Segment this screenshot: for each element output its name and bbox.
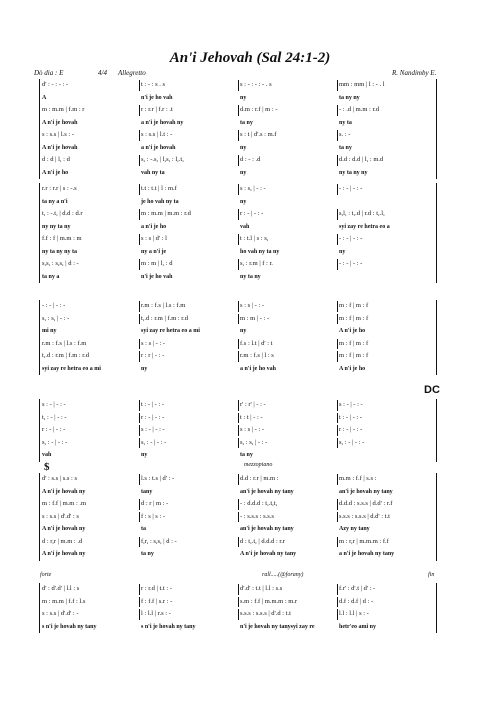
note-cell: m : f | m : f (339, 314, 369, 322)
measure-bar (139, 584, 140, 595)
note-cell: r : r.d | t.t : - (141, 585, 172, 592)
lyric-cell: A n'i je ho (339, 365, 366, 372)
note-cell: f.f : f | m.m : m (42, 235, 82, 242)
measure-bar (238, 609, 239, 620)
note-cell: s, : s, | - : - (42, 314, 70, 322)
note-cell: d' : d'.d' | l.l : s (42, 585, 80, 592)
note-cell: s : - | - : - (339, 401, 363, 408)
system-right-bar (436, 183, 437, 283)
note-cell: s, : - | - : - (141, 438, 167, 446)
lyric-cell: n'i je ho vah (141, 94, 173, 101)
measure-bar (139, 351, 140, 362)
note-cell: f : s | s : - (141, 512, 166, 520)
lyric-cell: n'i je ho vah (141, 273, 173, 280)
note-cell: m : m | l, : d (141, 260, 173, 267)
note-cell: s : s | d' : l (141, 235, 167, 242)
note-cell: s, : - | - : - (42, 438, 68, 446)
measure-bar (139, 184, 140, 195)
lyric-cell: a n'i je ho vah (240, 365, 277, 372)
note-cell: r' : r' | - : - (240, 401, 266, 408)
lyric-cell: hetr'eo ami ny (339, 623, 376, 630)
song-title: An'i Jehovah (Sal 24:1-2) (169, 50, 331, 66)
lyric-row (40, 92, 436, 104)
measure-bar (337, 105, 338, 116)
lyric-cell: ny ny ta ny (42, 223, 71, 230)
lyric-row (40, 486, 436, 498)
note-cell: r : - | - : - (339, 426, 363, 433)
note-cell: d'.d' : t.t | l.l : s.s (240, 585, 283, 592)
note-cell: d.m : r.f | m : - (240, 106, 278, 113)
note-cell: t : - : s . s (141, 81, 166, 88)
system-right-bar (436, 300, 437, 375)
lyric-cell: vah (42, 452, 52, 458)
note-cell: t.t : t.t | l : m.f (141, 185, 177, 192)
lyric-cell: vah (240, 223, 250, 230)
measure-bar (139, 314, 140, 325)
measure-bar (337, 314, 338, 325)
note-cell: d : t,.t, | d.d.d : r.r (240, 537, 285, 545)
measure-bar (139, 474, 140, 485)
lyric-cell: A n'i je hovah ny (42, 526, 86, 532)
lyric-cell: a n'i je ho (141, 223, 167, 230)
note-cell: s : - : - : - . s (240, 81, 272, 88)
note-cell: - : - | - : - (339, 235, 363, 242)
measure-bar (238, 438, 239, 449)
measure-bar (139, 537, 140, 548)
lyric-cell: A (42, 94, 47, 101)
note-cell: l : l.l | r.s : - (141, 610, 171, 617)
measure-bar (139, 597, 140, 608)
measure-bar (337, 155, 338, 166)
note-cell: f : f.f | s.r : - (141, 597, 173, 605)
lyric-cell: ta (141, 526, 146, 532)
lyric-cell: ta ny (339, 144, 352, 151)
lyric-row (40, 548, 436, 560)
measure-bar (337, 339, 338, 350)
lyric-cell: ny ta (339, 119, 352, 126)
note-cell: - : s.s.s : s.s.s (240, 512, 274, 520)
note-cell: d : r | m : - (141, 500, 169, 507)
note-cell: r : r.r | f.r : .t (141, 106, 173, 113)
measure-bar (139, 609, 140, 620)
note-cell: t : t | - : - (240, 413, 263, 421)
measure-bar (139, 105, 140, 116)
note-cell: t,.d : r.m | f.m : r.d (141, 314, 188, 322)
lyric-cell: ny a n'i je (141, 248, 167, 255)
note-cell: t : - | - : - (141, 401, 164, 408)
lyric-cell: an'i je hovah ny tany (339, 488, 393, 495)
measure-bar (337, 351, 338, 362)
note-cell: d : - : .d (240, 156, 261, 163)
measure-bar (139, 234, 140, 245)
composer: R. Nandimby E. (392, 69, 437, 77)
measure-bar (337, 499, 338, 510)
note-cell: s : s | - : - (240, 302, 265, 309)
measure-bar (337, 209, 338, 220)
lyric-cell: ta ny ny (339, 94, 360, 101)
measure-bar (139, 339, 140, 350)
note-cell: s : s.s | d'.d' : - (42, 610, 79, 617)
key-signature: Dò dia : E (34, 69, 64, 77)
note-cell: m : f | m : f (339, 352, 369, 359)
note-cell: l.l : l.l | s : - (339, 610, 369, 617)
measure-bar (337, 537, 338, 548)
measure-bar (337, 609, 338, 620)
dc-mark: DC (424, 384, 440, 396)
note-cell: d.d : d.d | l, : m.d (339, 156, 384, 163)
measure-bar (139, 301, 140, 312)
lyric-cell: syi zay re hetra eo a mi (141, 328, 200, 334)
measure-bar (337, 234, 338, 245)
note-cell: d.f : d.f | d : - (339, 597, 374, 605)
note-cell: s.m : f.f | m.m.m : m.r (240, 597, 298, 605)
lyric-cell: vah ny ta (141, 169, 165, 176)
measure-bar (238, 259, 239, 270)
note-cell: t, : -.t, | d.d : d.r (42, 210, 83, 217)
note-cell: m : f | m : f (339, 339, 369, 347)
segno-mark: $ (44, 461, 50, 473)
lyric-cell: tany (141, 488, 153, 495)
lyric-row (40, 621, 436, 633)
note-cell: - : d.d.d : t,.t,t, (240, 500, 278, 507)
lyric-cell: A n'i je ho (42, 169, 69, 176)
measure-bar (139, 130, 140, 141)
note-cell: r : - | - : - (141, 413, 165, 421)
note-cell: d' : s.s | s.s : s (42, 475, 77, 482)
note-cell: s. : - (339, 131, 351, 138)
lyric-row (40, 271, 436, 283)
system-right-bar (436, 583, 437, 633)
measure-bar (238, 155, 239, 166)
measure-bar (337, 584, 338, 595)
lyric-cell: ny ta ny ny ta (42, 248, 78, 255)
lyric-cell: A n'i je hovah ny (42, 488, 86, 495)
note-cell: s, : - | - : - (339, 438, 365, 446)
note-cell: s : s.s | d'.d' : s (42, 512, 79, 520)
system-right-bar (436, 79, 437, 179)
note-cell: m : m.m | f.f : l.s (42, 597, 86, 605)
note-cell: m.m : f.f | s.s : (339, 475, 377, 482)
note-cell: t : - | - : - (339, 413, 362, 421)
note-cell: s, : s, | - : - (240, 438, 268, 446)
measure-bar (238, 537, 239, 548)
lyric-cell: ta ny (240, 452, 253, 458)
measure-bar (139, 259, 140, 270)
measure-bar (337, 400, 338, 411)
forte-mark: forte (40, 572, 52, 578)
lyric-cell: ho vah ny ta ny (240, 248, 280, 255)
note-cell: s,s, : s,s, | d : - (42, 260, 79, 267)
lyric-row (40, 221, 436, 233)
note-cell: s : s.s | l.s : - (42, 131, 75, 138)
lyric-cell: mi ny (42, 328, 57, 334)
note-cell: d.d.d : s.s.s | d.d' : r.f (339, 500, 393, 507)
measure-bar (337, 301, 338, 312)
lyric-cell: ny (240, 169, 247, 176)
measure-bar (337, 438, 338, 449)
note-cell: t, : - | - : - (42, 413, 67, 421)
lyric-cell: Azy ny tany (339, 526, 370, 532)
note-cell: s : s, | - : - (240, 185, 266, 192)
measure-bar (238, 184, 239, 195)
rall-mark: rall.....(@forany) (262, 572, 304, 578)
lyric-cell: s n'i je hovah ny tany (141, 623, 196, 630)
measure-bar (238, 584, 239, 595)
measure-bar (238, 234, 239, 245)
note-cell: s : t | d'.s : m.f (240, 131, 277, 138)
measure-bar (238, 512, 239, 523)
lyric-cell: A n'i je hovah (42, 144, 78, 151)
note-cell: r.m : f.s | l.s : f.m (42, 339, 87, 347)
lyric-row (40, 142, 436, 154)
note-cell: s : - | - : - (42, 401, 66, 408)
measure-bar (139, 438, 140, 449)
note-cell: f.s : l.t | d' : t (240, 339, 273, 347)
lyric-cell: a n'i je hovah (141, 144, 176, 151)
measure-bar (238, 301, 239, 312)
note-cell: m : m | - : - (240, 314, 270, 322)
note-cell: s, : -.s, | l,s, : l,.t, (141, 156, 184, 163)
measure-bar (139, 80, 140, 91)
measure-bar (337, 413, 338, 424)
note-cell: s, : r.m | f : r. (240, 260, 273, 267)
note-cell: m : f.f | m.m : .m (42, 500, 87, 507)
note-cell: f.r' : d'.t | d' : - (339, 585, 376, 592)
lyric-cell: ny (240, 328, 247, 334)
note-cell: - : - | - : - (42, 302, 66, 309)
lyric-row (40, 325, 436, 337)
note-cell: m : r,r | m.m.m : f.f (339, 537, 389, 545)
measure-bar (238, 597, 239, 608)
measure-bar (139, 512, 140, 523)
note-cell: d.d : r.r | m.m : (240, 475, 279, 482)
lyric-row (40, 196, 436, 208)
lyric-cell: n'i je hovah ny tanysyi zay re (240, 623, 315, 630)
lyric-row (40, 363, 436, 375)
measure-bar (139, 499, 140, 510)
note-cell: m : m.m | f.m : r (42, 106, 85, 113)
measure-bar (238, 80, 239, 91)
note-cell: s : s.s | l.t : - (141, 131, 173, 138)
lyric-cell: ny (240, 94, 247, 101)
lyric-row (40, 167, 436, 179)
measure-bar (238, 105, 239, 116)
lyric-cell: ny (240, 198, 247, 205)
measure-bar (139, 209, 140, 220)
note-cell: r : - | - : - (240, 210, 264, 217)
measure-bar (238, 209, 239, 220)
note-cell: m : f | m : f (339, 302, 369, 309)
measure-bar (238, 314, 239, 325)
lyric-cell: ta ny a n'i (42, 198, 68, 205)
lyric-cell: ny ta ny (240, 273, 261, 280)
lyric-row (40, 246, 436, 258)
note-cell: t : t.l | s : s, (240, 235, 269, 242)
lyric-cell: ny (339, 248, 346, 255)
measure-bar (337, 597, 338, 608)
lyric-cell: an'i je hovah ny tany (240, 526, 294, 532)
note-cell: r.m : f.s | l.s : f.m (141, 302, 186, 309)
lyric-cell: ny (240, 144, 247, 151)
note-cell: d : r,r | m.m : .d (42, 537, 83, 545)
system-right-bar (436, 399, 437, 462)
note-cell: r : r | - : - (141, 352, 165, 359)
measure-bar (139, 425, 140, 436)
lyric-cell: ny (141, 452, 148, 458)
measure-bar (337, 425, 338, 436)
lyric-cell: ta ny a (42, 273, 60, 280)
measure-bar (238, 413, 239, 424)
lyric-cell: A n'i je hovah ny (42, 551, 86, 557)
measure-bar (139, 413, 140, 424)
fin-mark: fin (428, 572, 435, 578)
note-cell: mm : mm | l : - . l (339, 81, 385, 88)
lyric-cell: a n'i je hovah ny tany (339, 551, 395, 557)
lyric-cell: ta ny (141, 551, 154, 557)
lyric-cell: syi zay re hetra eo a (339, 223, 390, 230)
note-cell: s : - | - : - (141, 426, 165, 433)
note-cell: - : .d | m.m : r.d (339, 106, 380, 113)
note-cell: s : s | - : - (240, 426, 265, 433)
note-cell: s.s.s : s.s.s | d'.d : t.t (240, 610, 291, 617)
measure-bar (337, 512, 338, 523)
note-cell: d' : - : - : - (42, 81, 69, 88)
lyric-cell: ny ta ny ny (339, 169, 368, 176)
note-cell: f,r, : s,s, | d : - (141, 537, 177, 545)
note-cell: s,l, : t,.d | r.d : t,.l, (339, 210, 385, 217)
lyric-cell: ta ny (240, 119, 253, 126)
lyric-row (40, 449, 436, 461)
measure-bar (139, 155, 140, 166)
lyric-cell: s n'i je hovah ny tany (42, 623, 97, 630)
note-cell: l.s : t.s | d' : - (141, 475, 175, 482)
lyric-cell: a n'i je hovah ny (141, 119, 184, 126)
note-cell: s.s.s : s.s.s | d.d' : t.t (339, 512, 390, 520)
note-cell: s : s | - : - (141, 339, 166, 347)
lyric-row (40, 523, 436, 535)
system-right-bar (436, 473, 437, 561)
lyric-cell: A n'i je hovah ny tany (240, 551, 297, 557)
note-cell: d : d | l, : d (42, 156, 70, 163)
measure-bar (337, 130, 338, 141)
lyric-cell: ny (141, 365, 148, 372)
note-cell: t,.d : r.m | f.m : r.d (42, 352, 89, 359)
measure-bar (337, 80, 338, 91)
note-cell: - : - | - : - (339, 260, 363, 267)
note-cell: r.r : r.r | s : -.s (42, 185, 77, 192)
measure-bar (238, 351, 239, 362)
time-signature: 4/4 (98, 69, 107, 77)
mezzopiano-mark: mezzopiano (244, 462, 273, 468)
measure-bar (139, 400, 140, 411)
lyric-cell: A n'i je hovah (42, 119, 78, 126)
measure-bar (337, 474, 338, 485)
measure-bar (337, 184, 338, 195)
measure-bar (337, 259, 338, 270)
lyric-cell: syi zay re hetra eo a mi (42, 365, 101, 372)
measure-bar (238, 499, 239, 510)
measure-bar (238, 425, 239, 436)
measure-bar (238, 130, 239, 141)
note-cell: r : - | - : - (42, 426, 66, 433)
measure-bar (238, 339, 239, 350)
note-cell: m : m.m | m.m : r.d (141, 210, 191, 217)
measure-bar (238, 474, 239, 485)
note-cell: r.m : f.s | l : s (240, 352, 274, 359)
lyric-cell: je ho vah ny ta (141, 198, 179, 205)
note-cell: - : - | - : - (339, 185, 363, 192)
lyric-cell: A n'i je ho (339, 328, 366, 334)
lyric-cell: an'i je hovah ny tany (240, 488, 294, 495)
measure-bar (238, 400, 239, 411)
tempo-marking: Allegretto (118, 69, 146, 77)
lyric-row (40, 117, 436, 129)
